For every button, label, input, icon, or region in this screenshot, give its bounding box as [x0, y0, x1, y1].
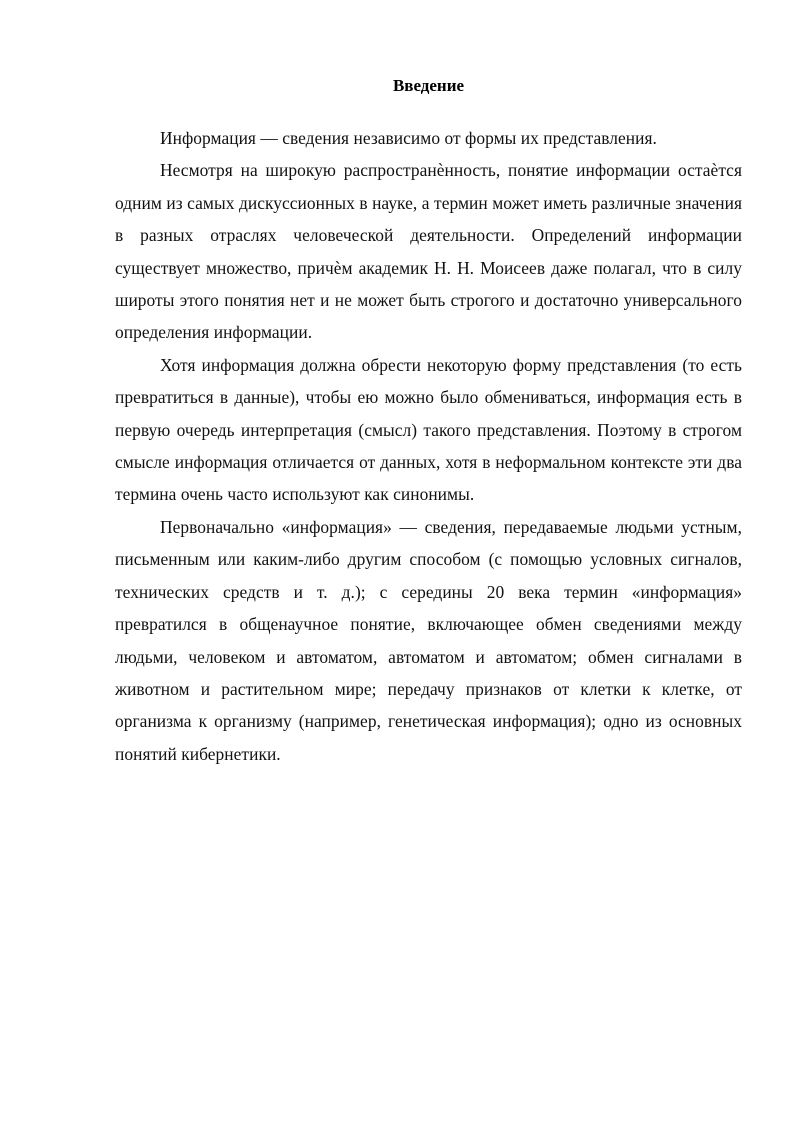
paragraph-2: Несмотря на широкую распространѐнность, понятие информации остаѐтся одним из самых дискуссионных в науке, а термин может иметь различные значения в разных отраслях человеческой деятельности. Определений информации существует множество, причѐм академик Н. Н. Моисеев даже полагал, что в силу широты этого понятия нет и не может быть строгого и достаточно универсального определения информации. [115, 160, 742, 343]
document-body [115, 122, 742, 770]
page-title: Введение [392, 76, 465, 95]
paragraph-3: Хотя информация должна обрести некоторую форму представления (то есть превратиться в данные), чтобы ею можно было обмениваться, информация есть в первую очередь интерпретация (смысл) такого представления. Поэтому в строгом смысле информация отличается от данных, хотя в неформальном контексте эти два термина очень часто используют как синонимы. [115, 354, 742, 505]
paragraph-1: Информация — сведения независимо от формы их представления. [160, 128, 657, 148]
paragraph-4: Первоначально «информация» — сведения, передаваемые людьми устным, письменным или каким-либо другим способом (с помощью условных сигналов, технических средств и т. д.); с середины 20 века термин «информация» превратился в общенаучное понятие, включающее обмен сведениями между людьми, человеком и автоматом, автоматом и автоматом; обмен сигналами в животном и растительном мире; передачу признаков от клетки к клетке, от организма к организму (например, генетическая информация); одно из основных понятий кибернетики. [115, 516, 742, 764]
